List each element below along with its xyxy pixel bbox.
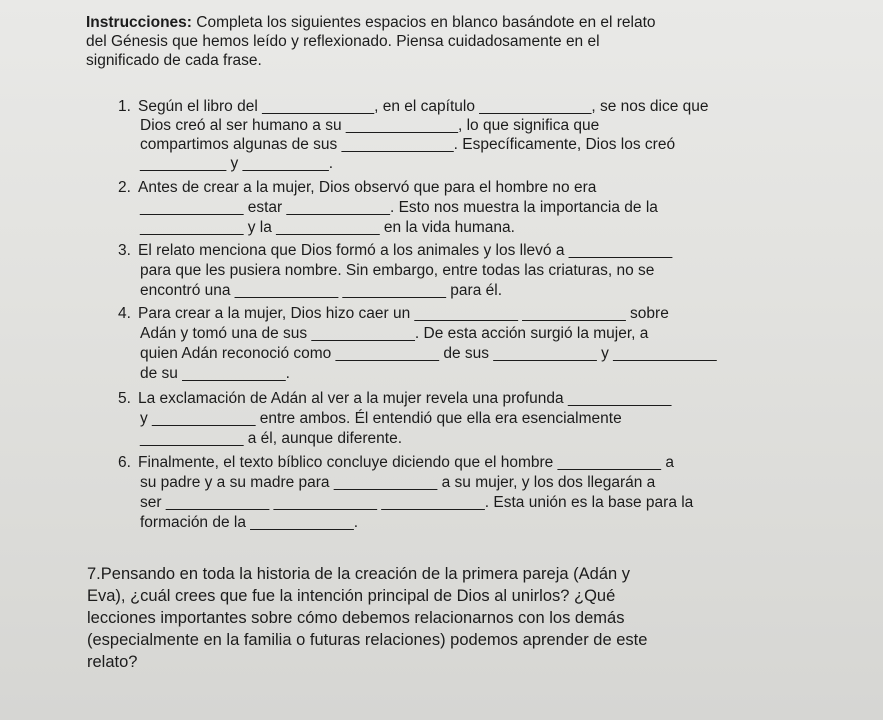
q6-line-1: 6. Finalmente, el texto bíblico concluye diciendo que el hombre ____________ a [118, 454, 674, 471]
instructions-label: Instrucciones: [86, 14, 192, 31]
instructions-line-3: significado de cada frase. [86, 52, 262, 69]
q7-line-2: Eva), ¿cuál crees que fue la intención principal de Dios al unirlos? ¿Qué [87, 587, 616, 605]
q1-line-4: __________ y __________. [140, 155, 334, 172]
q5-line-2: y ____________ entre ambos. Él entendió que ella era esencialmente [140, 410, 622, 427]
q1-line-3: compartimos algunas de sus _____________. Específicamente, Dios los creó [140, 136, 676, 153]
q5-line-3: ____________ a él, aunque diferente. [140, 430, 403, 447]
q4-line-3: quien Adán reconoció como ____________ de sus ____________ y ____________ [140, 345, 717, 362]
q6-line-2: su padre y a su madre para ____________ a su mujer, y los dos llegarán a [140, 474, 656, 491]
q4-line-4: de su ____________. [140, 365, 290, 382]
q5-number: 5. [118, 390, 131, 407]
q3-line-1: 3. El relato menciona que Dios formó a los animales y los llevó a ____________ [118, 242, 673, 259]
q2-line-1: 2. Antes de crear a la mujer, Dios observó que para el hombre no era [118, 179, 597, 196]
q4-line-2: Adán y tomó una de sus ____________. De esta acción surgió la mujer, a [140, 325, 649, 342]
q5-line-1: 5. La exclamación de Adán al ver a la mujer revela una profunda ____________ [118, 390, 672, 407]
q2-line-2: ____________ estar ____________. Esto nos muestra la importancia de la [140, 199, 658, 216]
q7-line-3: lecciones importantes sobre cómo debemos relacionarnos con los demás [87, 609, 625, 627]
q7-line-5: relato? [87, 653, 138, 671]
q1-line-2: Dios creó al ser humano a su _____________, lo que significa que [140, 117, 600, 134]
q4-number: 4. [118, 305, 131, 322]
q7-line-4: (especialmente en la familia o futuras relaciones) podemos aprender de este [87, 631, 648, 649]
instructions-line-2: del Génesis que hemos leído y reflexionado. Piensa cuidadosamente en el [86, 33, 600, 50]
q4-line-1: 4. Para crear a la mujer, Dios hizo caer un ____________ ____________ sobre [118, 305, 669, 322]
q7-line-1: 7.Pensando en toda la historia de la creación de la primera pareja (Adán y [87, 565, 631, 583]
q3-number: 3. [118, 242, 131, 259]
q2-line-3: ____________ y la ____________ en la vida humana. [140, 219, 515, 236]
q2-number: 2. [118, 179, 131, 196]
q1-line-1: 1. Según el libro del _____________, en el capítulo _____________, se nos dice que [118, 98, 709, 115]
q1-number: 1. [118, 98, 131, 115]
q6-line-4: formación de la ____________. [140, 514, 359, 531]
q3-line-2: para que les pusiera nombre. Sin embargo, entre todas las criaturas, no se [140, 262, 655, 279]
q3-line-3: encontró una ____________ ____________ para él. [140, 282, 502, 299]
q6-number: 6. [118, 454, 131, 471]
instructions-line-1: Instrucciones: Completa los siguientes espacios en blanco basándote en el relato [86, 14, 656, 31]
q6-line-3: ser ____________ ____________ ____________. Esta unión es la base para la [140, 494, 694, 511]
